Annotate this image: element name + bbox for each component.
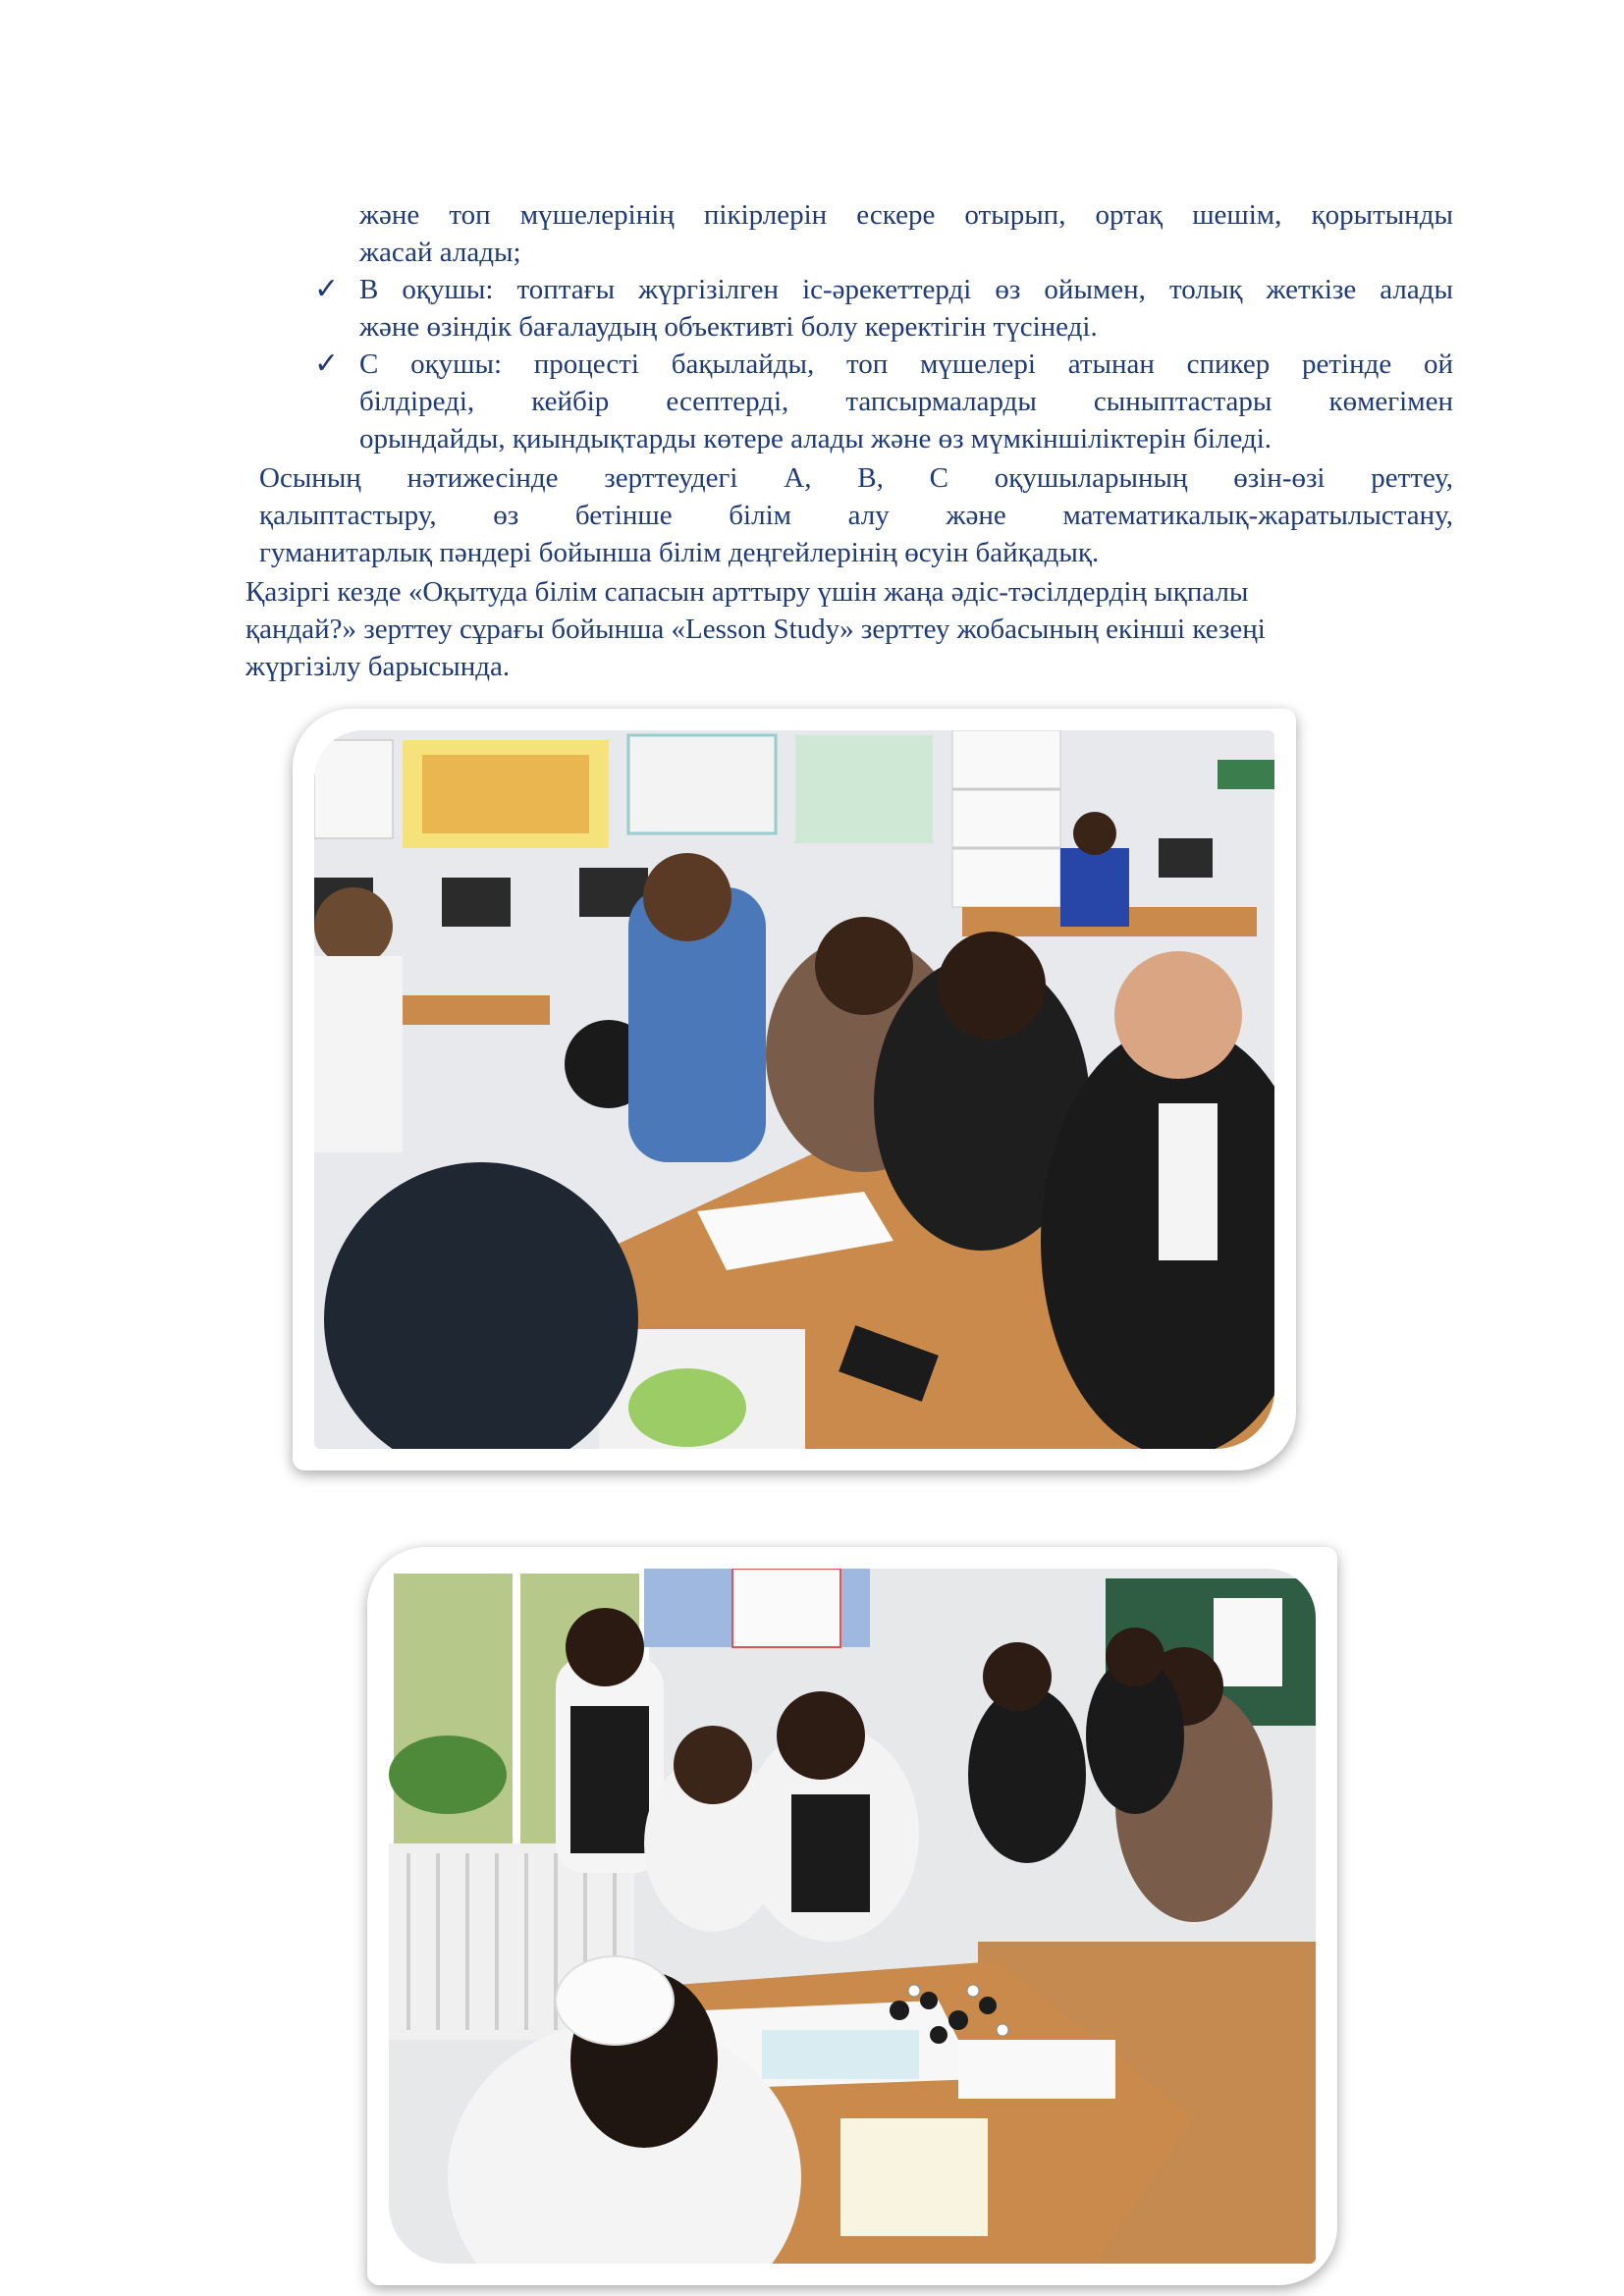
paragraph-line: гуманитарлық пәндері бойынша білім деңгейлерінің өсуін байқадық. (259, 537, 1100, 568)
list-item-line: және өзіндік бағалаудың объективті болу керектігін түсінеді. (359, 311, 1098, 343)
result-paragraph (259, 459, 1453, 571)
paragraph-line: жүргізілу барысында. (245, 651, 511, 682)
continued-paragraph (359, 196, 1453, 271)
paragraph-line: Қазіргі кезде «Оқытуда білім сапасын арттыру үшін жаңа әдіс-тәсілдердің ықпалы (245, 576, 1249, 608)
list-item (314, 271, 1453, 346)
paragraph-line: Осының нәтижесінде зерттеудегі А, В, С оқушыларының өзін-өзі реттеу, (259, 462, 1453, 494)
list-item-line: орындайды, қиындықтарды көтере алады және өз мүмкіншіліктерін біледі. (359, 423, 1272, 454)
checkmark-icon: ✓ (314, 347, 340, 381)
photo-image (314, 730, 1274, 1449)
list-item-line: білдіреді, кейбір есептерді, тапсырмаларды сыныптастары көмегімен (359, 386, 1453, 417)
classroom-photo-1 (293, 709, 1296, 1470)
paragraph-line: жасай алады; (359, 237, 521, 268)
classroom-photo-2 (367, 1547, 1337, 2285)
photo-image (389, 1569, 1316, 2264)
paragraph-line: қалыптастыру, өз бетінше білім алу және математикалық-жаратылыстану, (259, 500, 1453, 531)
list-item-line: С оқушы: процесті бақылайды, топ мүшелері атынан спикер ретінде ой (359, 348, 1453, 380)
current-paragraph (245, 573, 1463, 685)
checkmark-icon: ✓ (314, 272, 340, 306)
paragraph-line: және топ мүшелерінің пікірлерін ескере отырып, ортақ шешім, қорытынды (359, 199, 1453, 231)
paragraph-line: қандай?» зерттеу сұрағы бойынша «Lesson Study» зерттеу жобасының екінші кезеңі (245, 614, 1266, 645)
list-item-line: В оқушы: топтағы жүргізілген іс-әрекеттерді өз ойымен, толық жеткізе алады (359, 274, 1453, 305)
list-item (314, 346, 1453, 457)
